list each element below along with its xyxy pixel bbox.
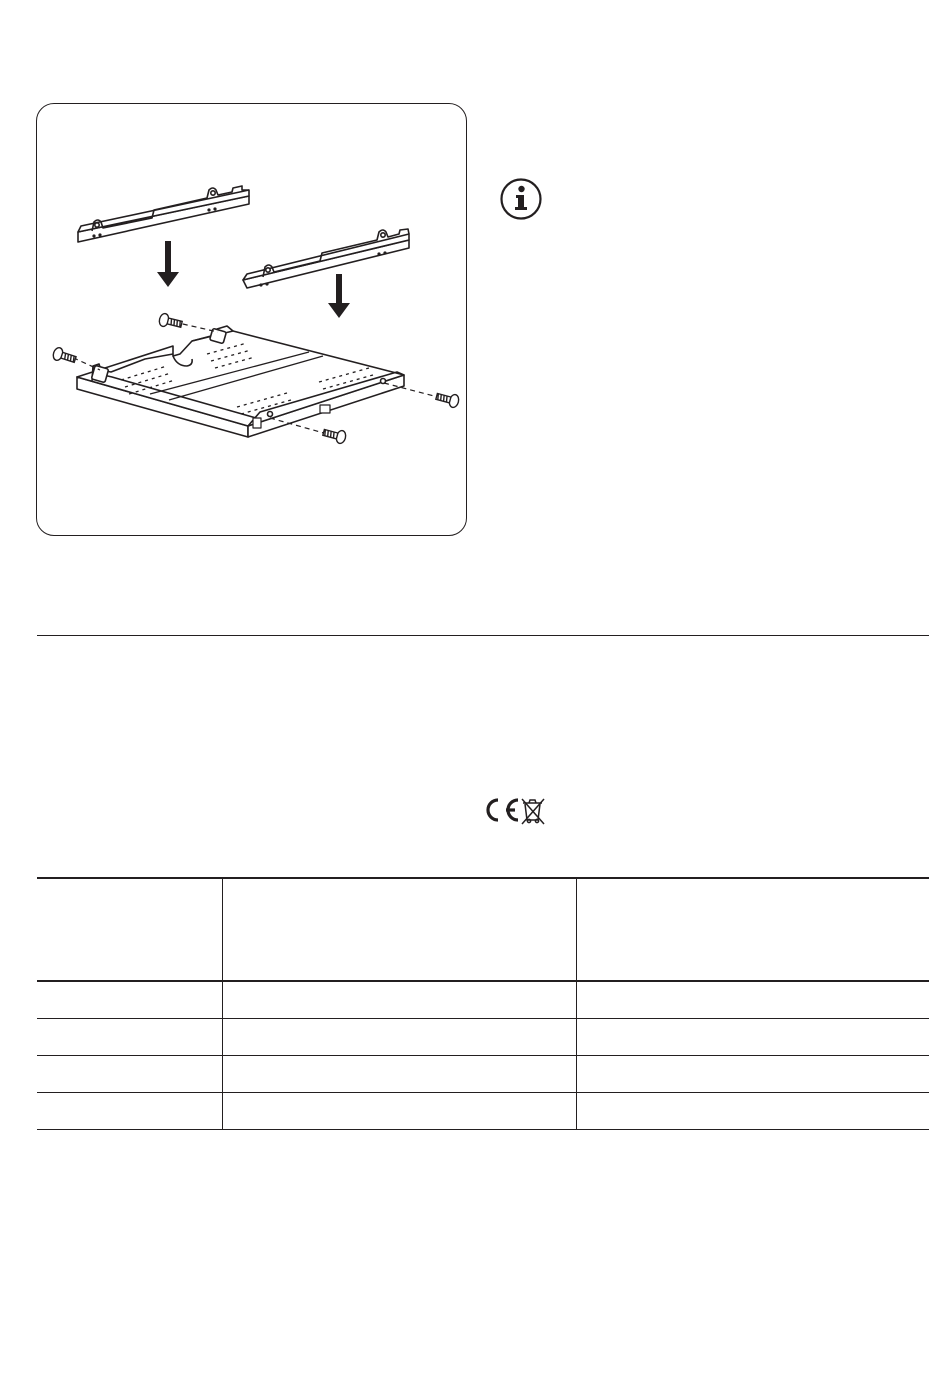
info-icon (500, 178, 542, 220)
table-cell (222, 1055, 576, 1092)
left-bracket (78, 186, 249, 242)
table-cell (37, 981, 222, 1018)
table-cell (576, 1055, 929, 1092)
table-cell (222, 1092, 576, 1129)
table-cell (37, 1092, 222, 1129)
table-cell (37, 1055, 222, 1092)
table-cell (222, 1018, 576, 1055)
section-divider (37, 635, 929, 636)
compliance-marks (482, 795, 552, 825)
spec-table (37, 877, 929, 1130)
table-cell (576, 1092, 929, 1129)
table-cell (576, 981, 929, 1018)
table-header-row (37, 878, 929, 981)
table-cell (222, 981, 576, 1018)
assembly-illustration-frame (36, 103, 467, 536)
screw-icon (158, 313, 183, 331)
table-row (37, 1055, 929, 1092)
table-row (37, 981, 929, 1018)
tray (77, 326, 404, 437)
table-row (37, 1092, 929, 1129)
down-arrow-icon (328, 274, 350, 318)
screw-icon (435, 390, 460, 408)
table-header-cell (222, 878, 576, 981)
down-arrow-icon (157, 241, 179, 287)
right-bracket (243, 229, 409, 288)
screw-icon (52, 346, 77, 365)
assembly-illustration (37, 104, 467, 536)
table-header-cell (37, 878, 222, 981)
weee-crossed-bin-icon (522, 799, 544, 824)
table-cell (576, 1018, 929, 1055)
table-cell (37, 1018, 222, 1055)
table-row (37, 1018, 929, 1055)
table-header-cell (576, 878, 929, 981)
ce-mark-icon (488, 800, 518, 820)
screw-icon (322, 426, 347, 444)
